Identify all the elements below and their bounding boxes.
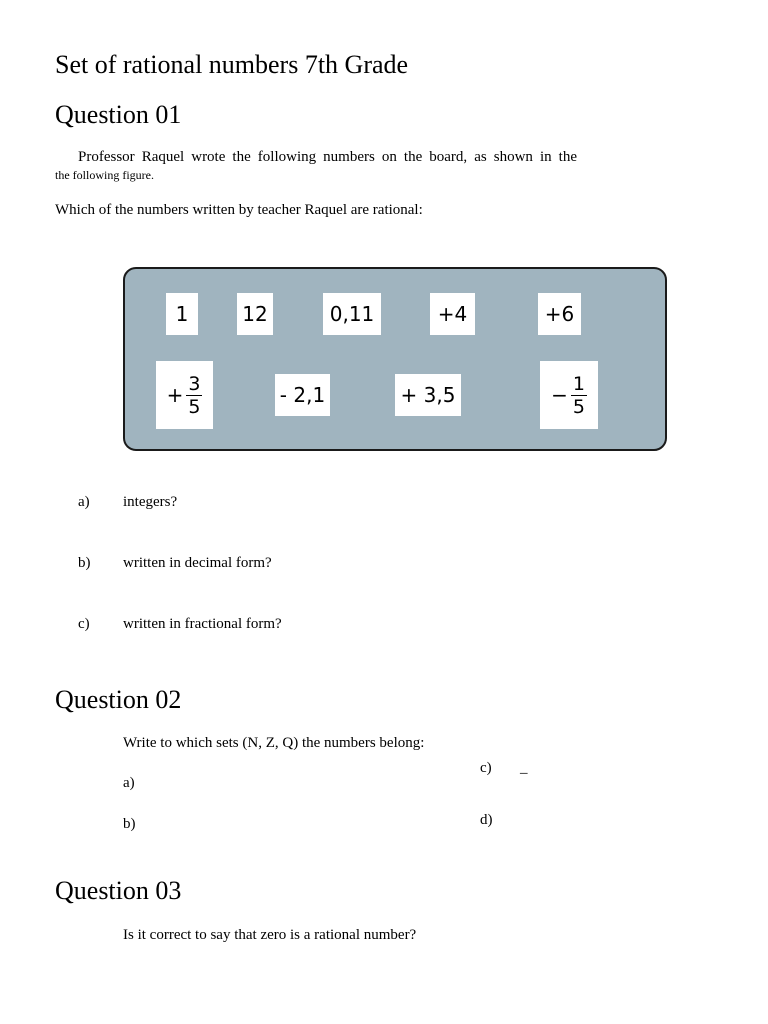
fraction-denominator: 5 [188,395,201,418]
question-01-intro-line1: Professor Raquel wrote the following numbers on the board, as shown in the [78,149,577,165]
number-board [123,267,667,451]
board-number: 0,11 [323,293,381,335]
question-03-prompt: Is it correct to say that zero is a rational number? [123,927,417,943]
item-text: integers? [123,494,178,510]
question-01-heading: Question 01 [55,100,182,129]
question-02-prompt: Write to which sets (N, Z, Q) the numbers belong: [123,735,425,751]
fraction-denominator: 5 [572,395,585,418]
item-letter: a) [123,775,135,791]
board-fraction [540,361,598,429]
question-02-heading: Question 02 [55,685,182,714]
board-number: + 3,5 [395,374,461,416]
board-fraction [156,361,213,429]
fraction-numerator: 1 [572,372,585,395]
item-letter: c) [480,760,492,776]
board-number: +4 [430,293,475,335]
item-letter: c) [78,616,90,632]
fraction-sign: − [551,383,568,407]
board-number: 12 [237,293,273,335]
item-letter: d) [480,812,493,828]
item-letter: b) [78,555,91,571]
item-text: written in fractional form? [123,616,282,632]
fraction-sign: + [166,383,184,407]
item-letter: b) [123,816,136,832]
item-blank: _ [520,760,528,776]
fraction-numerator: 3 [188,372,201,395]
board-number: 1 [166,293,198,335]
item-letter: a) [78,494,90,510]
question-03-heading: Question 03 [55,876,182,905]
page-title: Set of rational numbers 7th Grade [55,50,409,79]
board-number: +6 [538,293,581,335]
question-01-prompt: Which of the numbers written by teacher Raquel are rational: [55,202,423,218]
question-01-intro-line2: the following figure. [55,168,154,182]
board-number: - 2,1 [275,374,330,416]
item-text: written in decimal form? [123,555,272,571]
